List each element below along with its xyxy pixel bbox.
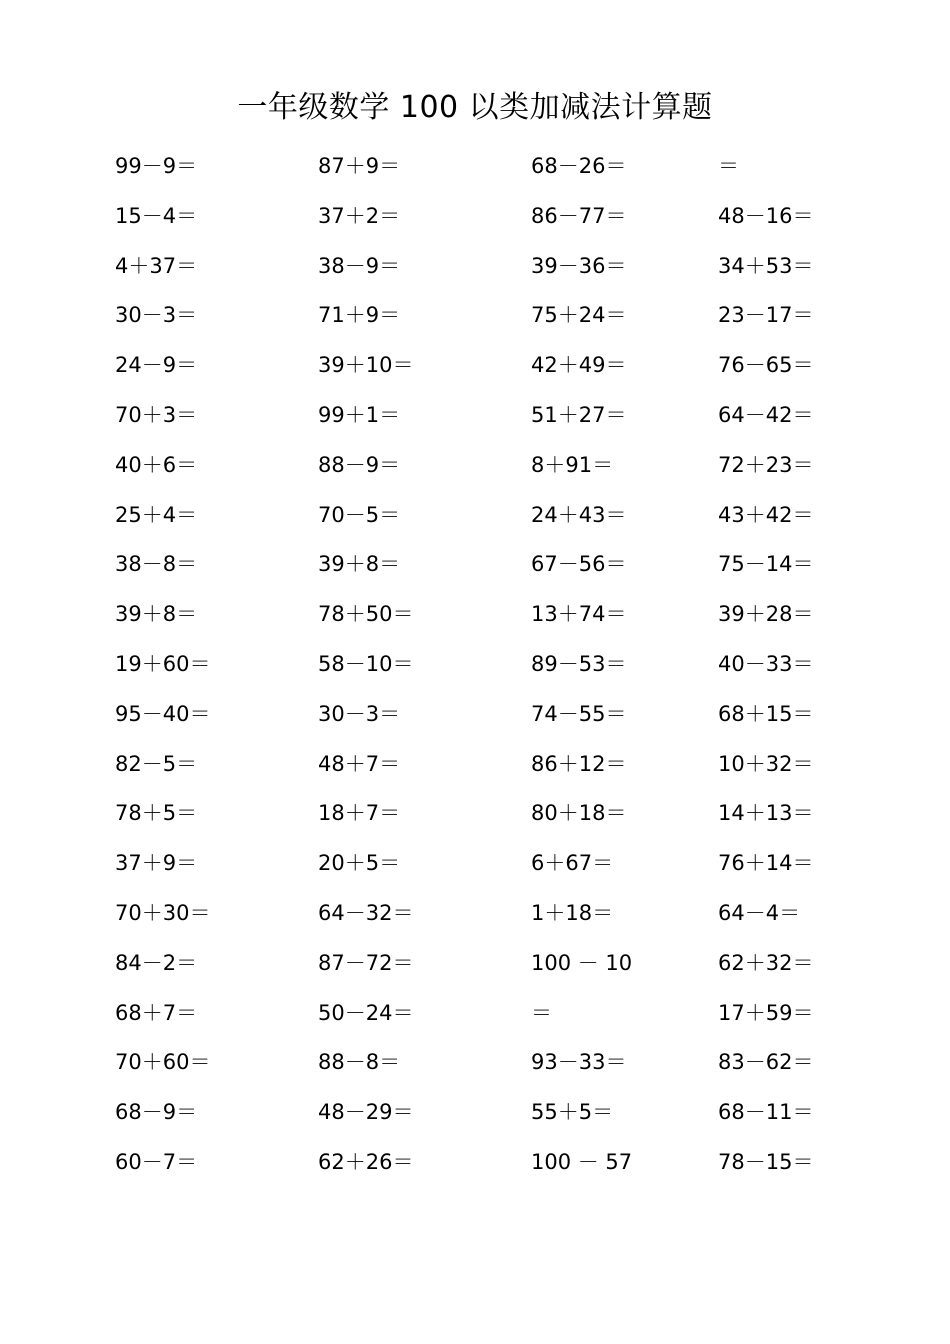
problem-cell: 40－33＝ [718, 651, 814, 676]
problem-row [0, 1090, 950, 1140]
problem-cell: ＝ [531, 1000, 552, 1025]
problem-cell: 100 － 10 [531, 950, 633, 975]
problem-cell: 37＋2＝ [318, 203, 401, 228]
problem-cell: 24－9＝ [115, 353, 198, 378]
problem-row [0, 393, 950, 443]
problem-cell: 51＋27＝ [531, 402, 627, 427]
problem-cell: 23－17＝ [718, 303, 814, 328]
problem-cell: 39＋8＝ [318, 552, 401, 577]
problem-cell: 62＋26＝ [318, 1149, 414, 1174]
problem-cell: 25＋4＝ [115, 502, 198, 527]
problem-cell: 48＋7＝ [318, 751, 401, 776]
problem-cell: 88－9＝ [318, 452, 401, 477]
problem-cell: 62＋32＝ [718, 950, 814, 975]
problem-cell: 24＋43＝ [531, 502, 627, 527]
problem-cell: 55＋5＝ [531, 1100, 614, 1125]
problem-cell: 74－55＝ [531, 701, 627, 726]
problem-cell: 75＋24＝ [531, 303, 627, 328]
problem-cell: 87＋9＝ [318, 154, 401, 178]
problem-row [0, 293, 950, 343]
problem-cell: 60－7＝ [115, 1149, 198, 1174]
problem-cell: 1＋18＝ [531, 900, 614, 925]
problem-row [0, 1040, 950, 1090]
problem-cell: 58－10＝ [318, 651, 414, 676]
problem-cell: 99－9＝ [115, 154, 198, 178]
problem-cell: 78－15＝ [718, 1149, 814, 1174]
problem-cell: 48－29＝ [318, 1100, 414, 1125]
problem-row [0, 991, 950, 1041]
problem-cell: 70＋3＝ [115, 402, 198, 427]
problem-cell: 67－56＝ [531, 552, 627, 577]
problem-cell: 48－16＝ [718, 203, 814, 228]
problem-cell: 38－9＝ [318, 253, 401, 278]
problem-cell: 39＋8＝ [115, 602, 198, 627]
problem-cell: 70＋60＝ [115, 1050, 211, 1075]
problem-cell: 15－4＝ [115, 203, 198, 228]
problem-cell: 14＋13＝ [718, 801, 814, 826]
problem-cell: ＝ [718, 154, 739, 178]
problem-cell: 64－4＝ [718, 900, 801, 925]
problem-cell: 89－53＝ [531, 651, 627, 676]
problem-cell: 68－11＝ [718, 1100, 814, 1125]
problem-cell: 8＋91＝ [531, 452, 614, 477]
problem-cell: 43＋42＝ [718, 502, 814, 527]
problem-cell: 70－5＝ [318, 502, 401, 527]
problem-cell: 95－40＝ [115, 701, 211, 726]
problem-cell: 71＋9＝ [318, 303, 401, 328]
page-title: 一年级数学 100 以类加减法计算题 [237, 90, 713, 125]
problem-cell: 68－26＝ [531, 154, 627, 178]
problem-cell: 87－72＝ [318, 950, 414, 975]
problem-cell: 76＋14＝ [718, 851, 814, 876]
problem-cell: 70＋30＝ [115, 900, 211, 925]
problem-cell: 30－3＝ [318, 701, 401, 726]
problem-cell: 82－5＝ [115, 751, 198, 776]
problem-cell: 10＋32＝ [718, 751, 814, 776]
problem-row [0, 343, 950, 393]
problem-row [0, 891, 950, 941]
problem-cell: 80＋18＝ [531, 801, 627, 826]
problem-cell: 75－14＝ [718, 552, 814, 577]
problem-row [0, 194, 950, 244]
problem-row [0, 742, 950, 792]
problem-row [0, 791, 950, 841]
problem-cell: 76－65＝ [718, 353, 814, 378]
problem-row [0, 592, 950, 642]
problem-cell: 88－8＝ [318, 1050, 401, 1075]
problem-cell: 83－62＝ [718, 1050, 814, 1075]
problem-row [0, 542, 950, 592]
problem-grid [0, 144, 950, 1190]
problem-cell: 78＋5＝ [115, 801, 198, 826]
problem-row [0, 642, 950, 692]
problem-cell: 40＋6＝ [115, 452, 198, 477]
problem-row [0, 941, 950, 991]
problem-cell: 99＋1＝ [318, 402, 401, 427]
problem-cell: 68－9＝ [115, 1100, 198, 1125]
problem-row [0, 144, 950, 194]
problem-row [0, 443, 950, 493]
problem-row [0, 493, 950, 543]
problem-cell: 42＋49＝ [531, 353, 627, 378]
problem-cell: 50－24＝ [318, 1000, 414, 1025]
problem-cell: 39－36＝ [531, 253, 627, 278]
problem-cell: 39＋28＝ [718, 602, 814, 627]
problem-cell: 34＋53＝ [718, 253, 814, 278]
problem-cell: 13＋74＝ [531, 602, 627, 627]
problem-cell: 68＋15＝ [718, 701, 814, 726]
problem-cell: 17＋59＝ [718, 1000, 814, 1025]
problem-cell: 19＋60＝ [115, 651, 211, 676]
problem-row [0, 244, 950, 294]
problem-cell: 4＋37＝ [115, 253, 198, 278]
problem-cell: 6＋67＝ [531, 851, 614, 876]
problem-cell: 93－33＝ [531, 1050, 627, 1075]
problem-cell: 18＋7＝ [318, 801, 401, 826]
problem-row [0, 692, 950, 742]
problem-cell: 64－42＝ [718, 402, 814, 427]
problem-cell: 84－2＝ [115, 950, 198, 975]
problem-cell: 20＋5＝ [318, 851, 401, 876]
problem-cell: 37＋9＝ [115, 851, 198, 876]
problem-cell: 86＋12＝ [531, 751, 627, 776]
problem-cell: 86－77＝ [531, 203, 627, 228]
problem-row [0, 1140, 950, 1190]
problem-cell: 72＋23＝ [718, 452, 814, 477]
problem-cell: 38－8＝ [115, 552, 198, 577]
problem-cell: 39＋10＝ [318, 353, 414, 378]
problem-cell: 78＋50＝ [318, 602, 414, 627]
problem-cell: 100 － 57 [531, 1149, 633, 1174]
problem-cell: 64－32＝ [318, 900, 414, 925]
problem-cell: 30－3＝ [115, 303, 198, 328]
problem-cell: 68＋7＝ [115, 1000, 198, 1025]
problem-row [0, 841, 950, 891]
